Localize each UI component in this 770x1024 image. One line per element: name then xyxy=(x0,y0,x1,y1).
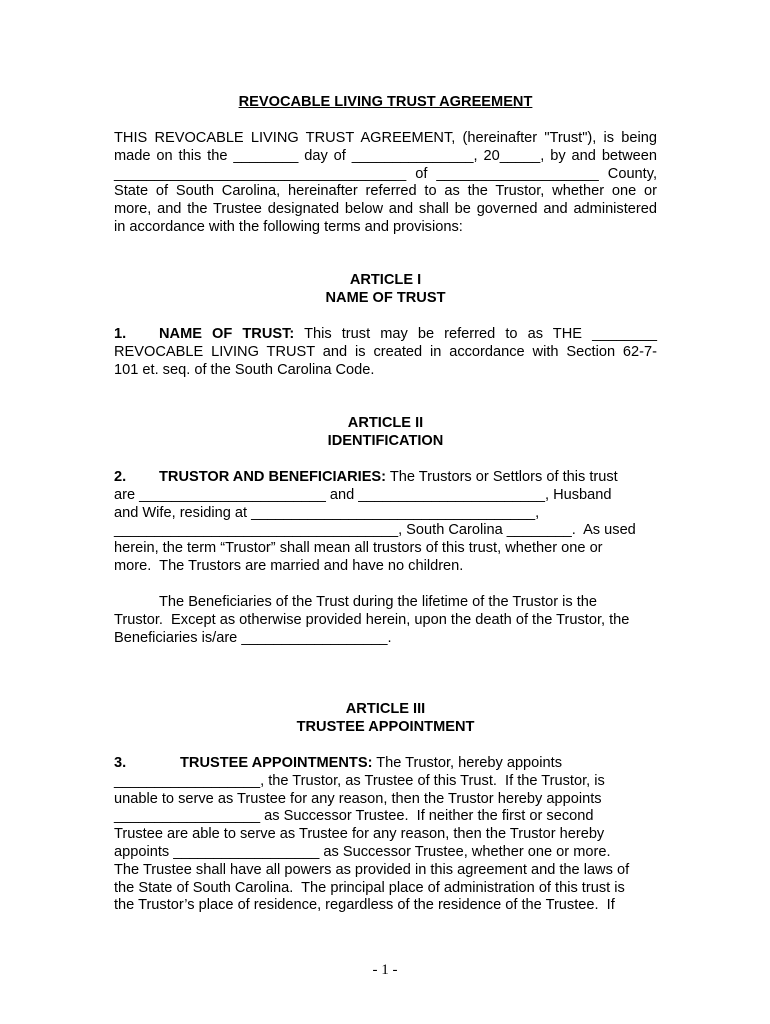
intro-line: more, and the Trustee designated below and shall be governed and administered xyxy=(114,201,657,218)
body-line: are _______________________ and _______________________, Husband xyxy=(114,486,612,503)
body-line: ___________________________________, South Carolina ________. As used xyxy=(114,522,636,539)
article-title: ARTICLE III xyxy=(345,701,426,717)
page-number: - 1 - xyxy=(372,962,398,978)
body-line: herein, the term “Trustor” shall mean all trustors of this trust, whether one or xyxy=(114,540,603,557)
article-2-heading xyxy=(114,415,657,451)
article-subtitle: TRUSTEE APPOINTMENT xyxy=(296,718,475,735)
intro-line: made on this the ________ day of _______________, 20_____, by and between xyxy=(114,147,657,164)
body-line: and Wife, residing at ___________________________________, xyxy=(114,504,540,521)
article-1-heading xyxy=(114,272,657,308)
body-line: The Beneficiaries of the Trust during the lifetime of the Trustor is the xyxy=(159,594,598,610)
article-title: ARTICLE I xyxy=(349,272,422,288)
body-line: __________________, the Trustor, as Trustee of this Trust. If the Trustor, is xyxy=(114,772,605,789)
article-2-body xyxy=(114,469,657,576)
body-line: The Trustee shall have all powers as provided in this agreement and the laws of xyxy=(114,861,630,878)
intro-line: in accordance with the following terms and provisions: xyxy=(114,218,463,235)
body-line: __________________ as Successor Trustee. If neither the first or second xyxy=(114,808,594,825)
body-text: The Trustor, hereby appoints xyxy=(372,755,562,771)
body-line: Beneficiaries is/are __________________. xyxy=(114,629,392,646)
article-2-beneficiaries xyxy=(114,594,657,647)
body-line: appoints __________________ as Successor Trustee, whether one or more. xyxy=(114,843,611,860)
body-line: REVOCABLE LIVING TRUST and is created in accordance with Section 62-7- xyxy=(114,343,657,360)
section-label: NAME OF TRUST: xyxy=(159,326,295,342)
body-line: the Trustor’s place of residence, regardless of the residence of the Trustee. If xyxy=(114,897,615,914)
section-label: TRUSTOR AND BENEFICIARIES: xyxy=(159,469,387,485)
article-3-body xyxy=(114,755,657,915)
article-subtitle: NAME OF TRUST xyxy=(325,289,446,306)
article-title: ARTICLE II xyxy=(347,415,424,431)
body-line: 101 et. seq. of the South Carolina Code. xyxy=(114,361,375,378)
intro-paragraph xyxy=(114,130,657,237)
article-subtitle: IDENTIFICATION xyxy=(327,432,444,449)
section-number: 3. xyxy=(114,755,127,771)
intro-line: ____________________________________ of ____________________ County, xyxy=(114,165,657,182)
body-line: unable to serve as Trustee for any reason, then the Trustor hereby appoints xyxy=(114,790,602,807)
section-number: 1. xyxy=(114,326,127,342)
body-line: the State of South Carolina. The principal place of administration of this trust is xyxy=(114,879,625,896)
intro-line: State of South Carolina, hereinafter referred to as the Trustor, whether one or xyxy=(114,183,657,200)
article-1-body xyxy=(114,326,657,379)
body-line: Trustor. Except as otherwise provided herein, upon the death of the Trustor, the xyxy=(114,611,630,628)
body-line: more. The Trustors are married and have no children. xyxy=(114,557,464,574)
document-title: REVOCABLE LIVING TRUST AGREEMENT xyxy=(238,94,533,110)
section-label: TRUSTEE APPOINTMENTS: xyxy=(180,755,373,771)
article-3-heading xyxy=(114,701,657,737)
intro-line: THIS REVOCABLE LIVING TRUST AGREEMENT, (hereinafter "Trust"), is being xyxy=(114,130,657,146)
body-line: Trustee are able to serve as Trustee for any reason, then the Trustor hereby xyxy=(114,826,605,843)
body-text: This trust may be referred to as THE ________ xyxy=(304,326,657,342)
body-text: The Trustors or Settlors of this trust xyxy=(386,469,618,485)
section-number: 2. xyxy=(114,469,127,485)
